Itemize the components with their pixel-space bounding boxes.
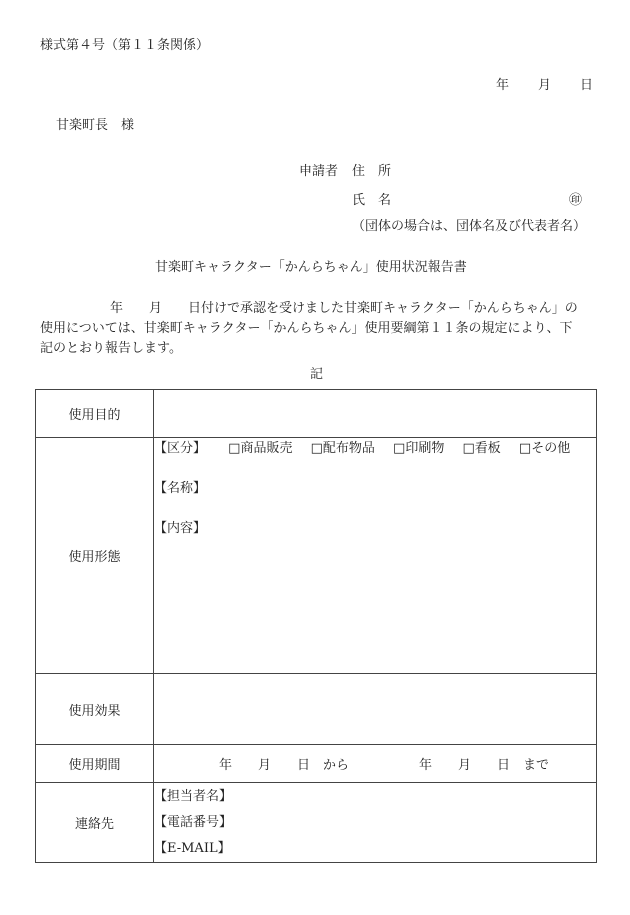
category-checkbox-print[interactable]: □印刷物 [393, 441, 445, 456]
body-paragraph [40, 299, 592, 359]
purpose-field[interactable] [154, 390, 597, 438]
contact-label: 連絡先 [36, 783, 154, 863]
category-row [154, 441, 596, 457]
seal-mark: ㊞ [569, 193, 583, 208]
contact-row [36, 783, 597, 863]
period-start: 年 月 日 から [219, 758, 350, 773]
document-title: 甘楽町キャラクター「かんらちゃん」使用状況報告書 [155, 260, 467, 275]
category-checkbox-other[interactable]: □その他 [518, 441, 571, 456]
contact-person-label: 【担当者名】 [154, 788, 233, 804]
addressee: 甘楽町長 様 [56, 118, 135, 133]
form-number: 様式第４号（第１１条関係） [40, 38, 210, 53]
category-label: 【区分】 [154, 441, 207, 456]
category-checkbox-goods[interactable]: □商品販売 [228, 441, 293, 456]
usage-form-label: 使用形態 [36, 438, 154, 674]
period-row [36, 745, 597, 783]
category-checkbox-giveaway[interactable]: □配布物品 [310, 441, 375, 456]
period-field[interactable] [154, 745, 597, 783]
group-note: （団体の場合は、団体名及び代表者名） [352, 219, 587, 234]
applicant-label: 申請者 [299, 164, 339, 179]
body-line-3: 記のとおり報告します。 [40, 341, 182, 356]
item-name-label: 【名称】 [154, 481, 207, 496]
item-content-label: 【内容】 [154, 521, 207, 536]
date-month-label: 月 [538, 78, 552, 93]
contact-field [154, 783, 597, 863]
effect-row [36, 674, 597, 745]
form-row [36, 438, 597, 674]
contact-email-label: 【E-MAIL】 [154, 840, 231, 856]
usage-form-field [154, 438, 597, 674]
report-table [35, 389, 597, 863]
purpose-label: 使用目的 [36, 390, 154, 438]
category-checkbox-signboard[interactable]: □看板 [462, 441, 501, 456]
body-line-1: 年 月 日付けで承認を受けました甘楽町キャラクター「かんらちゃん」の [110, 301, 578, 316]
name-label: 氏 名 [352, 193, 392, 208]
body-line-2: 使用については、甘楽町キャラクター「かんらちゃん」使用要綱第１１条の規定により、下 [40, 321, 573, 336]
period-label: 使用期間 [36, 745, 154, 783]
date-year-label: 年 [496, 78, 510, 93]
ki-heading: 記 [310, 367, 324, 382]
purpose-row [36, 390, 597, 438]
effect-field[interactable] [154, 674, 597, 745]
effect-label: 使用効果 [36, 674, 154, 745]
contact-phone-label: 【電話番号】 [154, 814, 233, 830]
period-end: 年 月 日 まで [419, 758, 550, 773]
date-day-label: 日 [580, 78, 594, 93]
address-label: 住 所 [352, 164, 392, 179]
